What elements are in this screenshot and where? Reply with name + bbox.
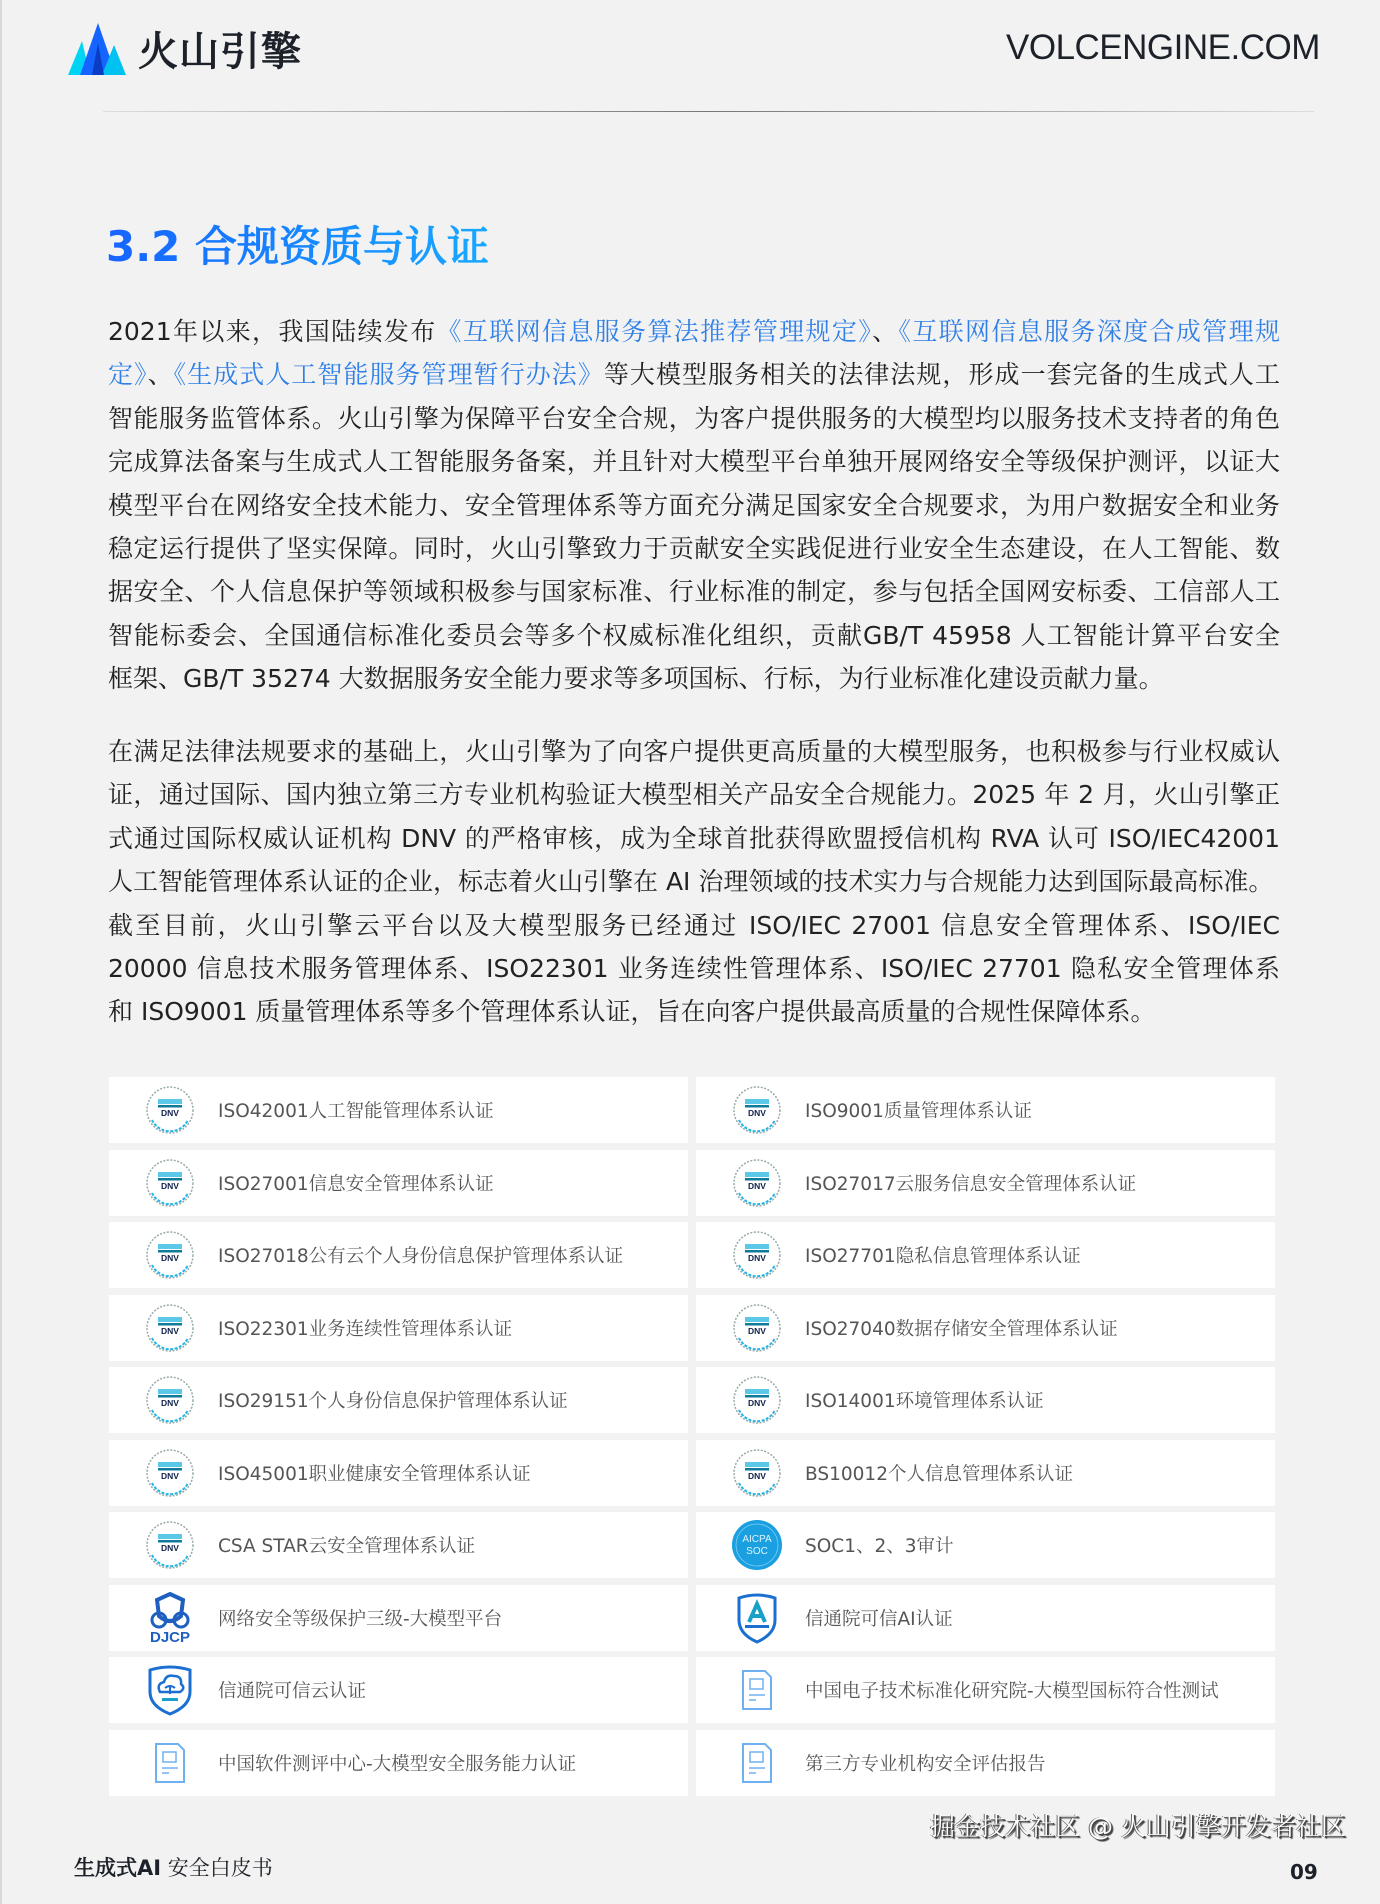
- certification-label: ISO27018公有云个人身份信息保护管理体系认证: [218, 1246, 624, 1267]
- certification-item: [109, 1440, 688, 1506]
- certification-label: ISO14001环境管理体系认证: [805, 1391, 1044, 1412]
- document-badge-icon: [729, 1662, 785, 1718]
- regulation-link[interactable]: 定》: [108, 360, 148, 390]
- footer-title: [74, 1852, 273, 1882]
- watermark: 掘金技术社区 @ 火山引擎开发者社区: [930, 1812, 1346, 1841]
- dnv-badge-icon: [142, 1227, 198, 1283]
- paragraph-line: [108, 397, 1280, 440]
- svg-text:DNV: DNV: [161, 1325, 179, 1336]
- paragraph-line: 20000 信息技术服务管理体系、ISO22301 业务连续性管理体系、ISO/IEC 27701 隐私安全管理体系: [108, 953, 1280, 983]
- paragraph-line: [108, 484, 1280, 527]
- trusted-ai-badge-icon: [729, 1590, 785, 1646]
- dnv-badge-icon: [142, 1517, 198, 1573]
- svg-text:AICPA: AICPA: [742, 1534, 772, 1545]
- text-segment: 框架、GB/T 35274 大数据服务安全能力要求等多项国标、行标，为行业标准化建设贡献力量。: [108, 664, 1164, 694]
- soc-badge-icon: [729, 1517, 785, 1573]
- svg-text:DNV: DNV: [748, 1108, 766, 1118]
- paragraph-line: 证，通过国际、国内独立第三方专业机构验证大模型相关产品安全合规能力。2025 年 2 月，火山引擎正: [108, 780, 1280, 810]
- paragraph-line: [108, 440, 1280, 483]
- text-segment: 完成算法备案与生成式人工智能服务备案，并且针对大模型平台单独开展网络安全等级保护测评，以证大: [108, 447, 1280, 477]
- dnv-badge-icon: [729, 1300, 785, 1356]
- svg-text:DNV: DNV: [748, 1398, 766, 1408]
- certification-item: [696, 1512, 1275, 1578]
- certification-grid: [109, 1077, 1275, 1796]
- certification-label: ISO27017云服务信息安全管理体系认证: [805, 1173, 1137, 1195]
- certification-item: [109, 1585, 688, 1651]
- text-segment: 、: [872, 317, 899, 346]
- text-segment: 稳定运行提供了坚实保障。同时，火山引擎致力于贡献安全实践促进行业安全生态建设，在人工智能、数: [108, 533, 1280, 563]
- dnv-badge-icon: [729, 1372, 785, 1428]
- paragraph-line: 在满足法律法规要求的基础上，火山引擎为了向客户提供更高质量的大模型服务，也积极参与行业权威认: [108, 737, 1280, 766]
- paragraph-line: 和 ISO9001 质量管理体系等多个管理体系认证，旨在向客户提供最高质量的合规性保障体系。: [108, 997, 1156, 1027]
- certification-item: [696, 1150, 1275, 1216]
- certification-item: [109, 1222, 688, 1288]
- svg-text:DNV: DNV: [748, 1253, 766, 1263]
- svg-text:DNV: DNV: [161, 1253, 179, 1263]
- logo-text: 火山引擎: [138, 29, 302, 75]
- site-url[interactable]: VOLCENGINE.COM: [1006, 28, 1320, 67]
- volcengine-logo: [68, 20, 302, 77]
- certification-label: CSA STAR云安全管理体系认证: [218, 1536, 476, 1557]
- certification-label: ISO27001信息安全管理体系认证: [218, 1173, 494, 1195]
- paragraph-line: 人工智能管理体系认证的企业，标志着火山引擎在 AI 治理领域的技术实力与合规能力达到国际最高标准。: [108, 867, 1274, 897]
- svg-text:SOC: SOC: [746, 1546, 768, 1557]
- text-segment: 智能服务监管体系。火山引擎为保障平台安全合规，为客户提供服务的大模型均以服务技术支持者的角色: [108, 403, 1280, 433]
- certification-label: 第三方专业机构安全评估报告: [805, 1753, 1046, 1775]
- page-number: 09: [1290, 1860, 1318, 1884]
- paragraph-line: [108, 570, 1280, 613]
- document-badge-icon: [729, 1735, 785, 1791]
- certification-item: [109, 1657, 688, 1723]
- certification-label: ISO29151个人身份信息保护管理体系认证: [218, 1391, 568, 1412]
- paragraph-regulations: [108, 310, 1280, 701]
- paragraph-line: [108, 353, 1280, 396]
- dnv-badge-icon: [142, 1445, 198, 1501]
- text-segment: 据安全、个人信息保护等领域积极参与国家标准、行业标准的制定，参与包括全国网安标委、工信部人工: [108, 577, 1280, 607]
- footer-title-bold: 生成式AI: [74, 1856, 162, 1880]
- certification-item: [109, 1512, 688, 1578]
- certification-item: [696, 1222, 1275, 1288]
- certification-item: [109, 1730, 688, 1796]
- text-segment: 智能标委会、全国通信标准化委员会等多个权威标准化组织，贡献GB/T 45958 人工智能计算平台安全: [108, 620, 1280, 650]
- certification-item: [696, 1657, 1275, 1723]
- dnv-badge-icon: [729, 1445, 785, 1501]
- certification-label: 中国软件测评中心-大模型安全服务能力认证: [218, 1753, 577, 1775]
- certification-label: SOC1、2、3审计: [805, 1536, 954, 1557]
- certification-item: [696, 1440, 1275, 1506]
- paragraph-line: [108, 657, 1280, 700]
- regulation-link[interactable]: 《互联网信息服务深度合成管理规: [898, 317, 1280, 346]
- certification-label: 信通院可信云认证: [218, 1681, 367, 1702]
- paragraph-line: [108, 527, 1280, 570]
- paragraph-line: [108, 310, 1280, 353]
- certification-item: [109, 1367, 688, 1433]
- paragraph-line: 式通过国际权威认证机构 DNV 的严格审核，成为全球首批获得欧盟授信机构 RVA 认可 ISO/IEC42001: [108, 823, 1280, 853]
- svg-text:DJCP: DJCP: [149, 1628, 191, 1644]
- certification-item: [109, 1077, 688, 1143]
- certification-item: [696, 1585, 1275, 1651]
- paragraph-certifications: [108, 730, 1280, 1034]
- paragraph-line: [108, 614, 1280, 657]
- svg-text:DNV: DNV: [161, 1398, 179, 1408]
- svg-text:DNV: DNV: [748, 1325, 766, 1336]
- certification-label: ISO9001质量管理体系认证: [805, 1101, 1032, 1122]
- certification-label: ISO22301业务连续性管理体系认证: [218, 1318, 513, 1340]
- text-segment: 2021年以来，我国陆续发布: [108, 317, 437, 346]
- dnv-badge-icon: [142, 1155, 198, 1211]
- mountain-logo-icon: [68, 23, 126, 75]
- certification-label: ISO27040数据存储安全管理体系认证: [805, 1318, 1118, 1340]
- certification-label: ISO45001职业健康安全管理体系认证: [218, 1463, 531, 1485]
- dnv-badge-icon: [729, 1155, 785, 1211]
- svg-text:DNV: DNV: [161, 1470, 179, 1481]
- dnv-badge-icon: [729, 1227, 785, 1283]
- dnv-badge-icon: [729, 1082, 785, 1138]
- trusted-cloud-badge-icon: [142, 1662, 198, 1718]
- certification-item: [696, 1367, 1275, 1433]
- svg-text:DNV: DNV: [748, 1470, 766, 1481]
- certification-item: [696, 1077, 1275, 1143]
- regulation-link[interactable]: 《互联网信息服务算法推荐管理规定》: [436, 317, 873, 346]
- footer-title-rest: 安全白皮书: [161, 1856, 273, 1880]
- text-segment: 、: [147, 360, 174, 390]
- certification-label: BS10012个人信息管理体系认证: [805, 1463, 1073, 1485]
- svg-text:DNV: DNV: [748, 1180, 766, 1191]
- document-badge-icon: [142, 1735, 198, 1791]
- dnv-badge-icon: [142, 1300, 198, 1356]
- certification-label: 中国电子技术标准化研究院-大模型国标符合性测试: [805, 1681, 1219, 1702]
- certification-item: [696, 1730, 1275, 1796]
- certification-label: 网络安全等级保护三级-大模型平台: [218, 1608, 503, 1630]
- svg-text:DNV: DNV: [161, 1180, 179, 1191]
- dnv-badge-icon: [142, 1082, 198, 1138]
- header-divider: [103, 111, 1314, 112]
- certification-label: ISO42001人工智能管理体系认证: [218, 1101, 494, 1122]
- certification-item: [109, 1295, 688, 1361]
- text-segment: 等大模型服务相关的法律法规，形成一套完备的生成式人工: [603, 360, 1280, 390]
- text-segment: 模型平台在网络安全技术能力、安全管理体系等方面充分满足国家安全合规要求，为用户数据安全和业务: [108, 490, 1280, 520]
- svg-text:DNV: DNV: [161, 1543, 179, 1553]
- section-heading: 3.2 合规资质与认证: [106, 214, 489, 274]
- certification-item: [109, 1150, 688, 1216]
- certification-item: [696, 1295, 1275, 1361]
- dnv-badge-icon: [142, 1372, 198, 1428]
- svg-text:DNV: DNV: [161, 1108, 179, 1118]
- certification-label: ISO27701隐私信息管理体系认证: [805, 1246, 1081, 1267]
- certification-label: 信通院可信AI认证: [805, 1608, 953, 1630]
- djcp-badge-icon: [142, 1590, 198, 1646]
- paragraph-line: 截至目前，火山引擎云平台以及大模型服务已经通过 ISO/IEC 27001 信息安全管理体系、ISO/IEC: [108, 910, 1280, 940]
- regulation-link[interactable]: 《生成式人工智能服务管理暂行办法》: [173, 360, 604, 390]
